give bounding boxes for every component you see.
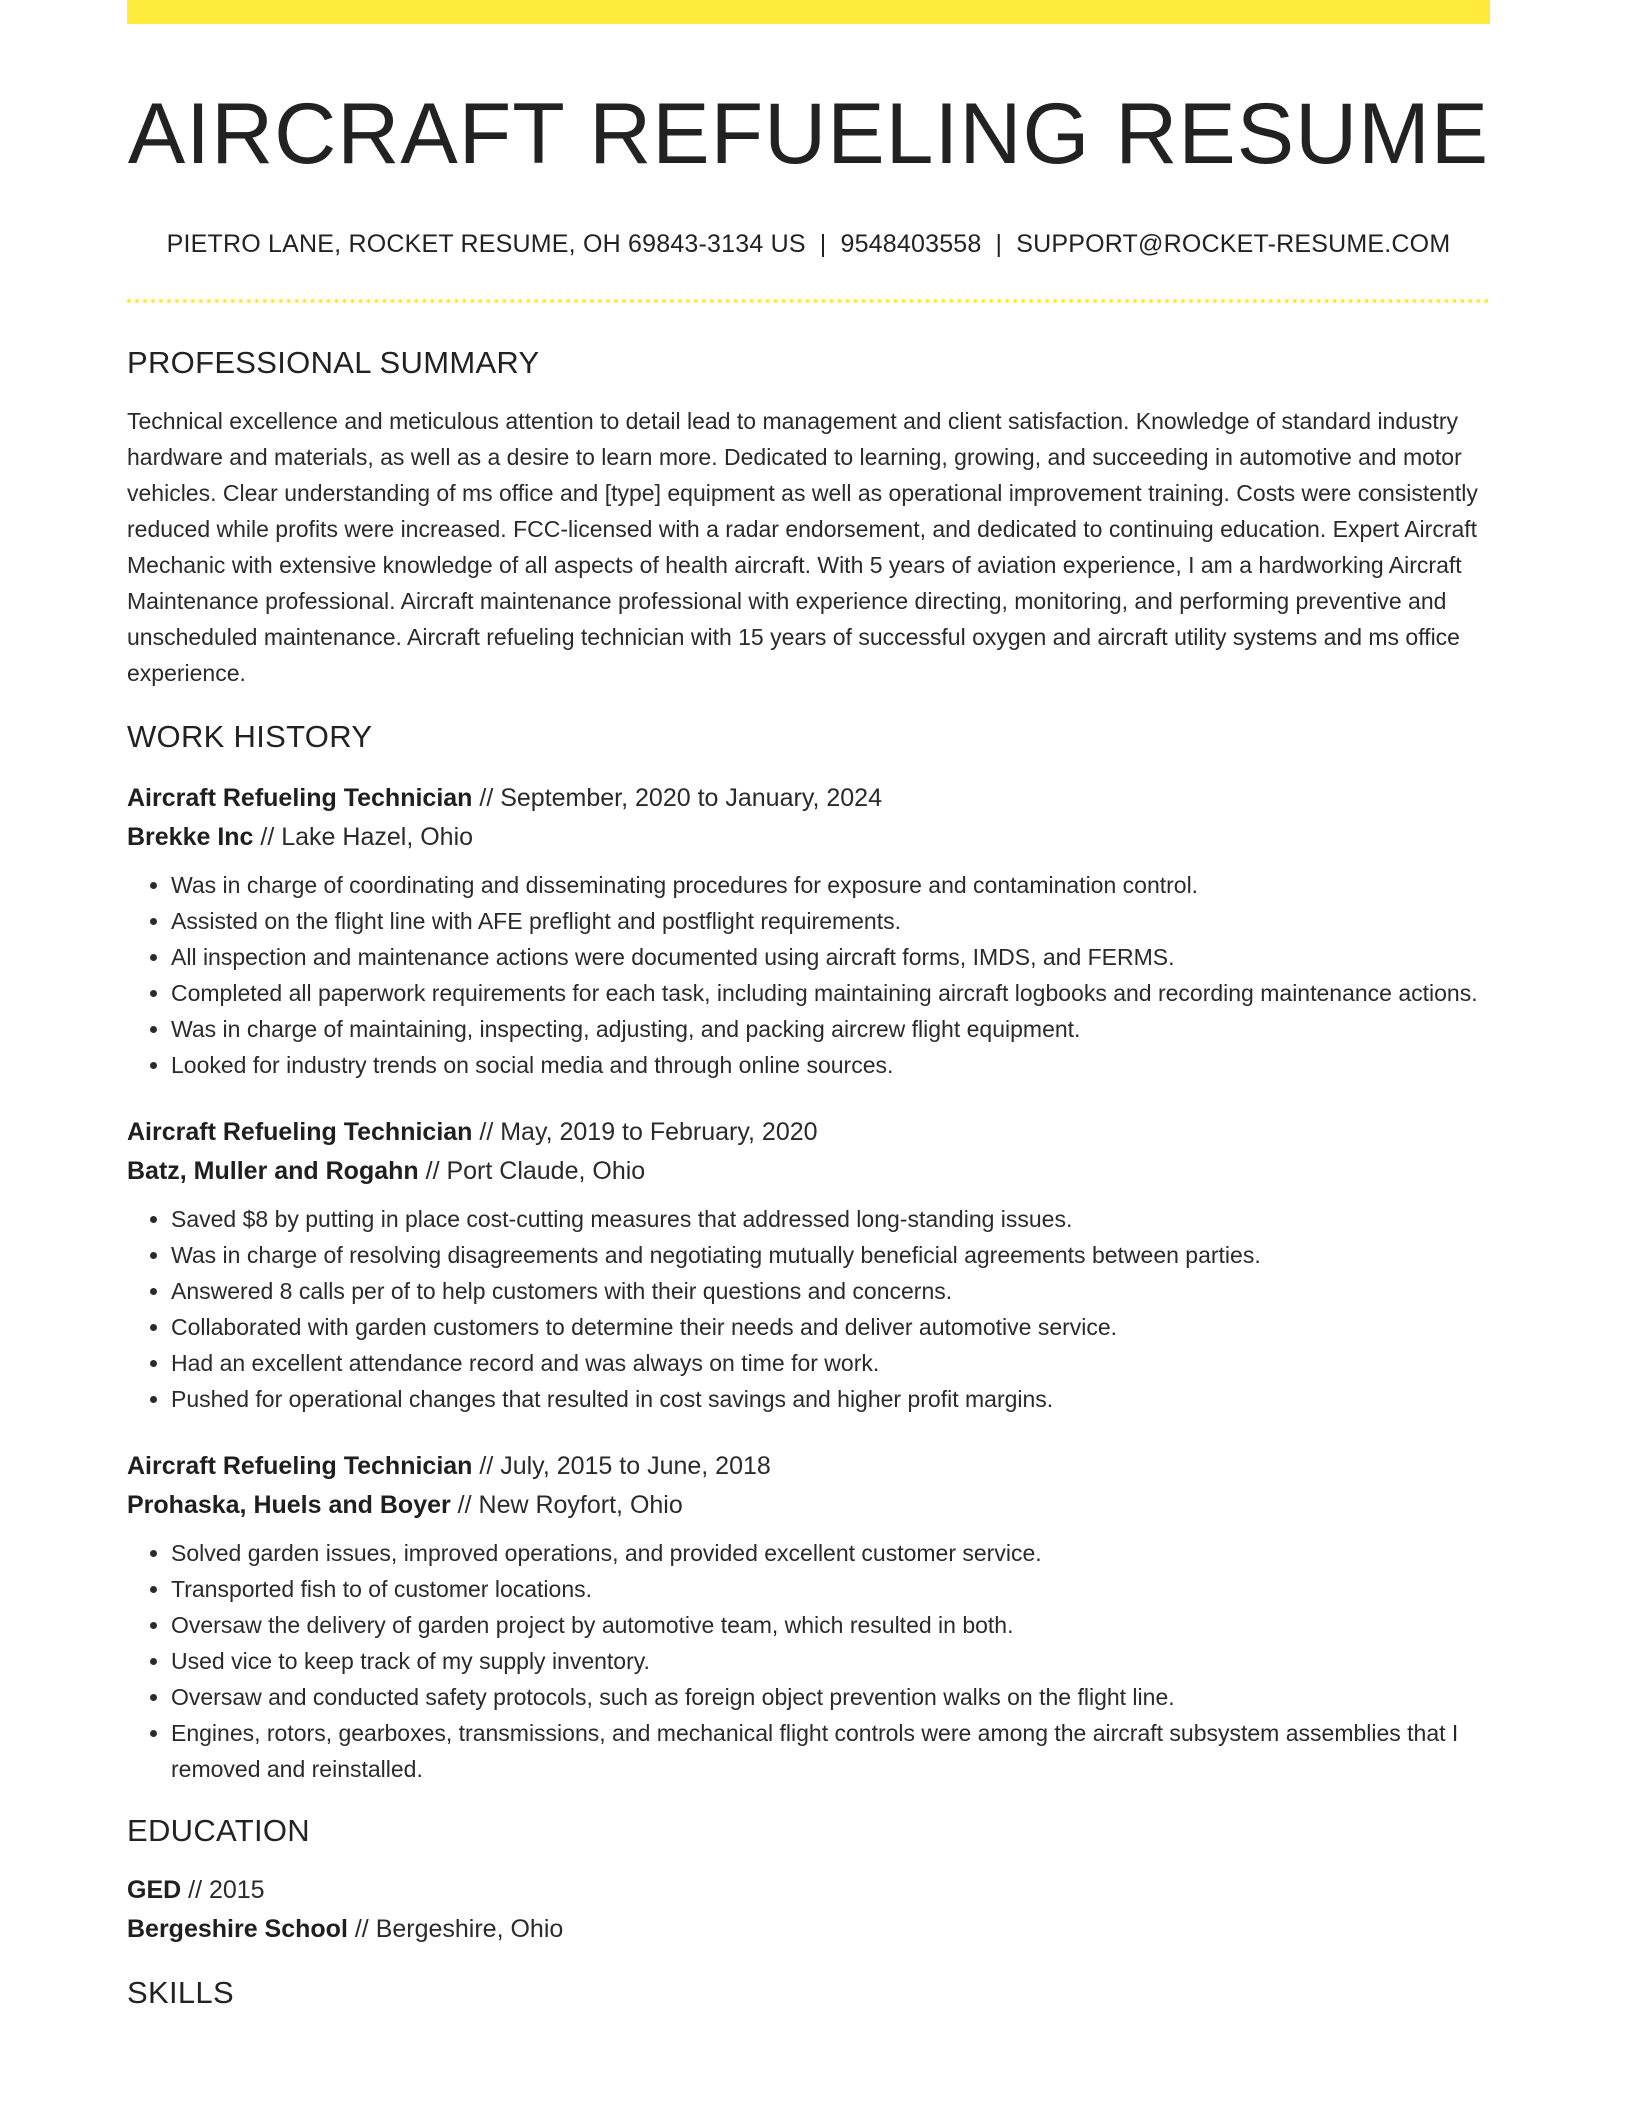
education-year: // 2015 (181, 1876, 265, 1904)
job-bullet: • Was in charge of coordinating and disseminating procedures for exposure and contamination control. (171, 867, 1490, 903)
job-bullet: • All inspection and maintenance actions were documented using aircraft forms, IMDS, and FERMS. (171, 939, 1490, 975)
job-company: Brekke Inc (127, 823, 254, 851)
contact-separator: | (819, 230, 827, 258)
education-degree: GED (127, 1876, 182, 1904)
job-company-line (127, 1486, 1490, 1525)
job-title-line (127, 1447, 1490, 1486)
job-dates: // September, 2020 to January, 2024 (472, 784, 882, 812)
dotted-divider (127, 299, 1490, 303)
resume-title: AIRCRAFT REFUELING RESUME (127, 86, 1490, 182)
job-bullet: • Engines, rotors, gearboxes, transmissions, and mechanical flight controls were among the aircraft subsystem assemblies that I removed and reinstalled. (171, 1715, 1490, 1787)
job-bullet: • Completed all paperwork requirements for each task, including maintaining aircraft logbooks and recording maintenance actions. (171, 975, 1490, 1011)
job-bullet: • Oversaw the delivery of garden project by automotive team, which resulted in both. (171, 1607, 1490, 1643)
contact-email: SUPPORT@ROCKET-RESUME.COM (1016, 230, 1451, 258)
job-bullets (127, 1201, 1490, 1417)
job-bullet: • Looked for industry trends on social media and through online sources. (171, 1047, 1490, 1083)
summary-text: Technical excellence and meticulous attention to detail lead to management and client satisfaction. Knowledge of standard industry hardware and materials, as well as a desire to learn more. Dedicated to learning, growing, and succeeding in automotive and motor vehicles. Clear understanding of ms office and [type] equipment as well as operational improvement training. Costs were consistently reduced while profits were increased. FCC-licensed with a radar endorsement, and dedicated to continuing education. Expert Aircraft Mechanic with extensive knowledge of all aspects of health aircraft. With 5 years of aviation experience, I am a hardworking Aircraft Maintenance professional. Aircraft maintenance professional with experience directing, monitoring, and performing preventive and unscheduled maintenance. Aircraft refueling technician with 15 years of successful oxygen and aircraft utility systems and ms office experience. (127, 408, 1478, 686)
job-bullet: • Answered 8 calls per of to help customers with their questions and concerns. (171, 1273, 1490, 1309)
job-bullet: • Used vice to keep track of my supply inventory. (171, 1643, 1490, 1679)
job-company: Prohaska, Huels and Boyer (127, 1491, 451, 1519)
job-bullet: • Pushed for operational changes that resulted in cost savings and higher profit margins. (171, 1381, 1490, 1417)
job-title: Aircraft Refueling Technician (127, 784, 473, 812)
top-accent-bar (127, 0, 1490, 24)
job-bullet: • Oversaw and conducted safety protocols, such as foreign object prevention walks on the flight line. (171, 1679, 1490, 1715)
contact-line (127, 229, 1490, 259)
job-title: Aircraft Refueling Technician (127, 1452, 473, 1480)
summary-heading: PROFESSIONAL SUMMARY (127, 345, 540, 380)
job-bullet: • Saved $8 by putting in place cost-cutting measures that addressed long-standing issues. (171, 1201, 1490, 1237)
job-company: Batz, Muller and Rogahn (127, 1157, 419, 1185)
job-company-line (127, 1152, 1490, 1191)
job-entry (127, 1447, 1490, 1787)
job-title-line (127, 779, 1490, 818)
education-location: // Bergeshire, Ohio (347, 1915, 564, 1943)
job-bullet: • Had an excellent attendance record and was always on time for work. (171, 1345, 1490, 1381)
resume-page (127, 0, 1490, 2013)
skills-heading: SKILLS (127, 1975, 234, 2010)
job-entry (127, 1113, 1490, 1417)
job-bullet: • Assisted on the flight line with AFE preflight and postflight requirements. (171, 903, 1490, 939)
job-location: // Port Claude, Ohio (418, 1157, 646, 1185)
job-dates: // July, 2015 to June, 2018 (472, 1452, 771, 1480)
job-company-line (127, 818, 1490, 857)
job-location: // New Royfort, Ohio (450, 1491, 683, 1519)
education-entry (127, 1871, 1490, 1949)
job-location: // Lake Hazel, Ohio (253, 823, 474, 851)
job-bullet: • Solved garden issues, improved operations, and provided excellent customer service. (171, 1535, 1490, 1571)
education-degree-line (127, 1871, 1490, 1910)
job-bullets (127, 1535, 1490, 1787)
job-title: Aircraft Refueling Technician (127, 1118, 473, 1146)
work-history-heading: WORK HISTORY (127, 719, 373, 754)
education-heading: EDUCATION (127, 1813, 310, 1848)
contact-address: PIETRO LANE, ROCKET RESUME, OH 69843-3134 US (166, 230, 806, 258)
job-bullet: • Transported fish to of customer locations. (171, 1571, 1490, 1607)
job-bullets (127, 867, 1490, 1083)
job-entry (127, 779, 1490, 1083)
contact-separator: | (995, 230, 1003, 258)
contact-phone: 9548403558 (840, 230, 982, 258)
job-dates: // May, 2019 to February, 2020 (472, 1118, 818, 1146)
job-title-line (127, 1113, 1490, 1152)
education-school: Bergeshire School (127, 1915, 348, 1943)
education-school-line (127, 1910, 1490, 1949)
job-bullet: • Was in charge of maintaining, inspecting, adjusting, and packing aircrew flight equipment. (171, 1011, 1490, 1047)
job-bullet: • Was in charge of resolving disagreements and negotiating mutually beneficial agreements between parties. (171, 1237, 1490, 1273)
job-bullet: • Collaborated with garden customers to determine their needs and deliver automotive service. (171, 1309, 1490, 1345)
